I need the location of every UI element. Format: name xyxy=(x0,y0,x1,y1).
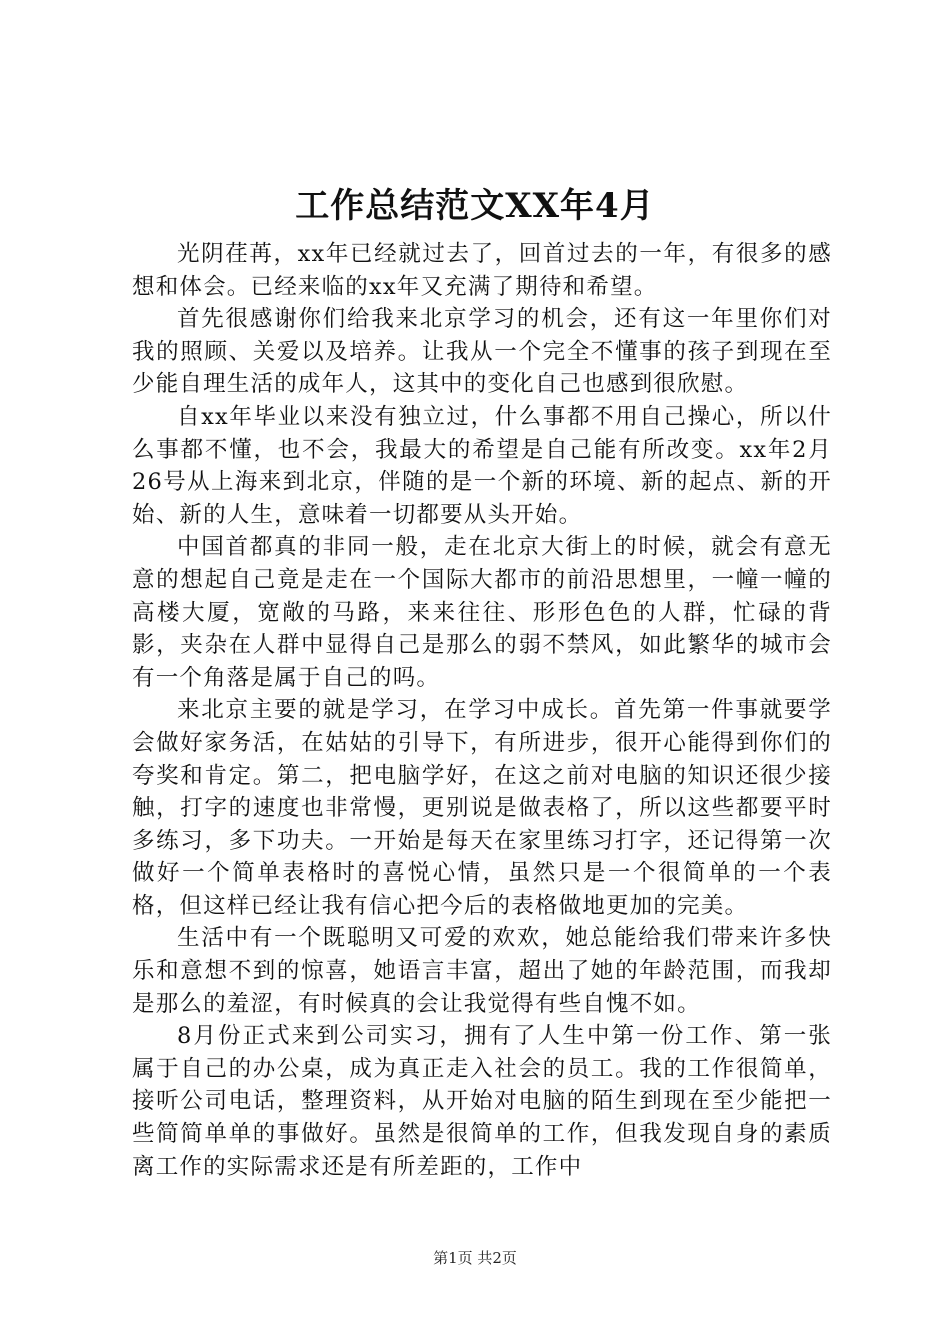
document-title: 工作总结范文XX年4月 xyxy=(295,186,655,226)
paragraph: 8月份正式来到公司实习，拥有了人生中第一份工作、第一张属于自己的办公桌，成为真正走入社会的员工。我的工作很简单，接听公司电话，整理资料，从开始对电脑的陌生到现在至少能把一些简简单单的事做好。虽然是很简单的工作，但我发现自身的素质离工作的实际需求还是有所差距的，工作中 xyxy=(132,1023,832,1180)
paragraph: 中国首都真的非同一般，走在北京大街上的时候，就会有意无意的想起自己竟是走在一个国际大都市的前沿思想里，一幢一幢的高楼大厦，宽敞的马路，来来往往、形形色色的人群，忙碌的背影，夹杂在人群中显得自己是那么的弱不禁风，如此繁华的城市会有一个角落是属于自己的吗。 xyxy=(132,534,832,691)
paragraph: 生活中有一个既聪明又可爱的欢欢，她总能给我们带来许多快乐和意想不到的惊喜，她语言丰富，超出了她的年龄范围，而我却是那么的羞涩，有时候真的会让我觉得有些自愧不如。 xyxy=(132,925,832,1017)
page-number-footer: 第1页 共2页 xyxy=(433,1249,517,1267)
paragraph: 光阴荏苒，xx年已经就过去了，回首过去的一年，有很多的感想和体会。已经来临的xx年又充满了期待和希望。 xyxy=(132,241,832,300)
paragraph: 来北京主要的就是学习，在学习中成长。首先第一件事就要学会做好家务活，在姑姑的引导下，有所进步，很开心能得到你们的夸奖和肯定。第二，把电脑学好，在这之前对电脑的知识还很少接触，打字的速度也非常慢，更别说是做表格了，所以这些都要平时多练习，多下功夫。一开始是每天在家里练习打字，还记得第一次做好一个简单表格时的喜悦心情，虽然只是一个很简单的一个表格，但这样已经让我有信心把今后的表格做地更加的完美。 xyxy=(132,697,832,919)
paragraph: 首先很感谢你们给我来北京学习的机会，还有这一年里你们对我的照顾、关爱以及培养。让我从一个完全不懂事的孩子到现在至少能自理生活的成年人，这其中的变化自己也感到很欣慰。 xyxy=(132,306,832,398)
document-body xyxy=(132,238,832,1183)
paragraph: 自xx年毕业以来没有独立过，什么事都不用自己操心，所以什么事都不懂，也不会，我最大的希望是自己能有所改变。xx年2月26号从上海来到北京，伴随的是一个新的环境、新的起点、新的开始、新的人生，意味着一切都要从头开始。 xyxy=(132,403,832,528)
